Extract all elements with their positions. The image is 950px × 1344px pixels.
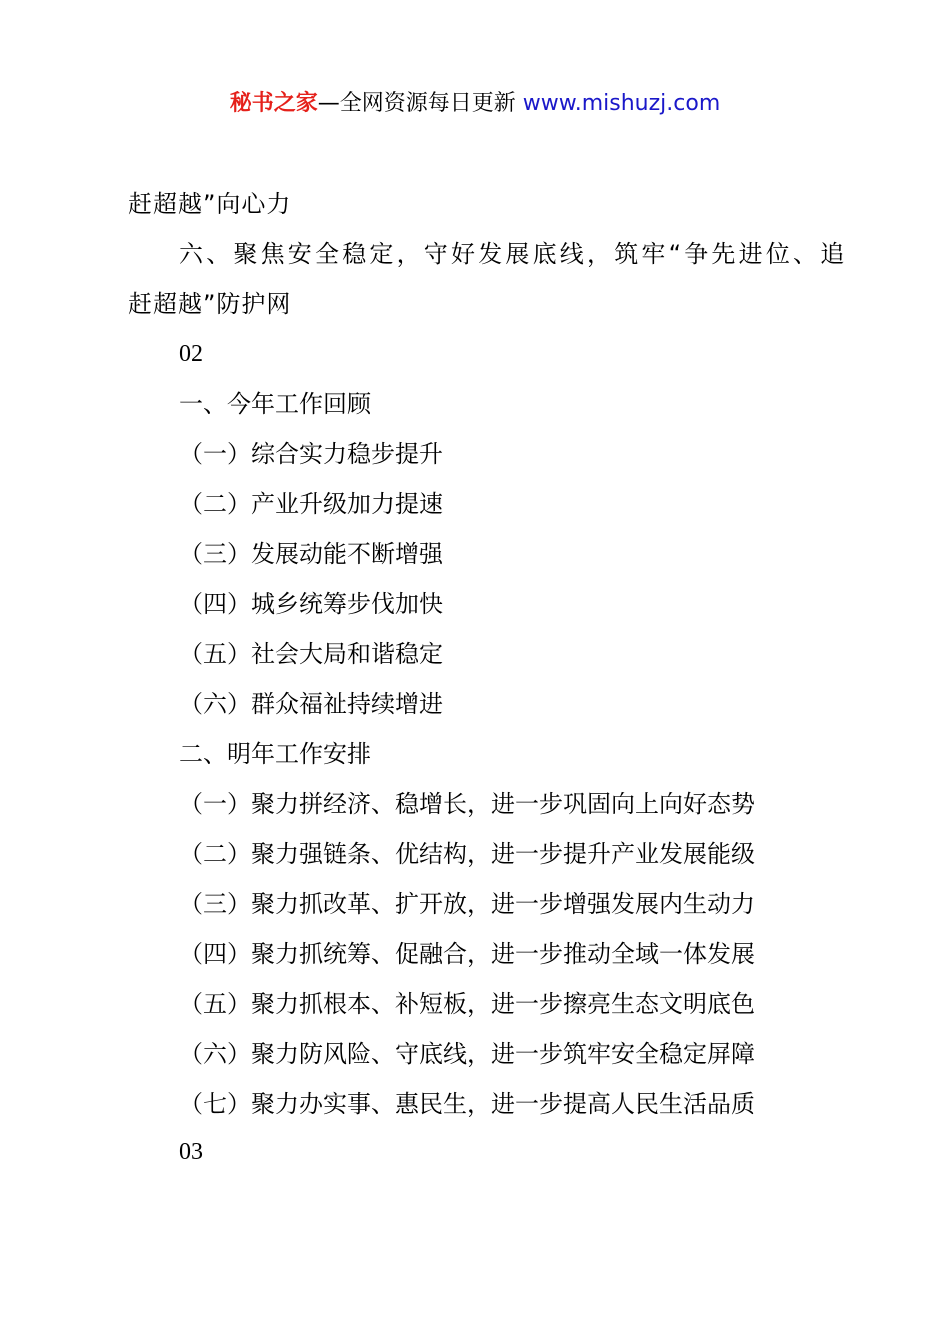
list-item: （二）产业升级加力提速 [179,490,443,518]
part-number: 02 [179,341,203,367]
list-item: （六）聚力防风险、守底线，进一步筑牢安全稳定屏障 [179,1040,755,1068]
list-item: （四）城乡统筹步伐加快 [179,590,443,618]
list-item: （一）聚力拼经济、稳增长，进一步巩固向上向好态势 [179,790,755,818]
site-url-link[interactable]: www.mishuzj.com [522,91,721,116]
list-item: （一）综合实力稳步提升 [179,440,443,468]
list-item: （五）聚力抓根本、补短板，进一步擦亮生态文明底色 [179,990,755,1018]
section-heading: 二、明年工作安排 [179,740,371,768]
site-header [0,86,950,122]
list-item: （二）聚力强链条、优结构，进一步提升产业发展能级 [179,840,755,868]
list-item: （五）社会大局和谐稳定 [179,640,443,668]
section-heading: 六、聚焦安全稳定，守好发展底线，筑牢“争先进位、追 [179,240,848,268]
list-item: （六）群众福祉持续增进 [179,690,443,718]
header-tagline: —全网资源每日更新 [317,91,516,116]
list-item: （三）发展动能不断增强 [179,540,443,568]
section-heading: 一、今年工作回顾 [179,390,371,418]
part-number: 03 [179,1139,203,1165]
list-item: （三）聚力抓改革、扩开放，进一步增强发展内生动力 [179,890,755,918]
brand-name: 秘书之家 [229,91,318,116]
list-item: （四）聚力抓统筹、促融合，进一步推动全域一体发展 [179,940,755,968]
paragraph-continuation: 赶超越”防护网 [128,290,292,318]
list-item: （七）聚力办实事、惠民生，进一步提高人民生活品质 [179,1090,755,1118]
paragraph-continuation: 赶超越”向心力 [128,190,292,218]
